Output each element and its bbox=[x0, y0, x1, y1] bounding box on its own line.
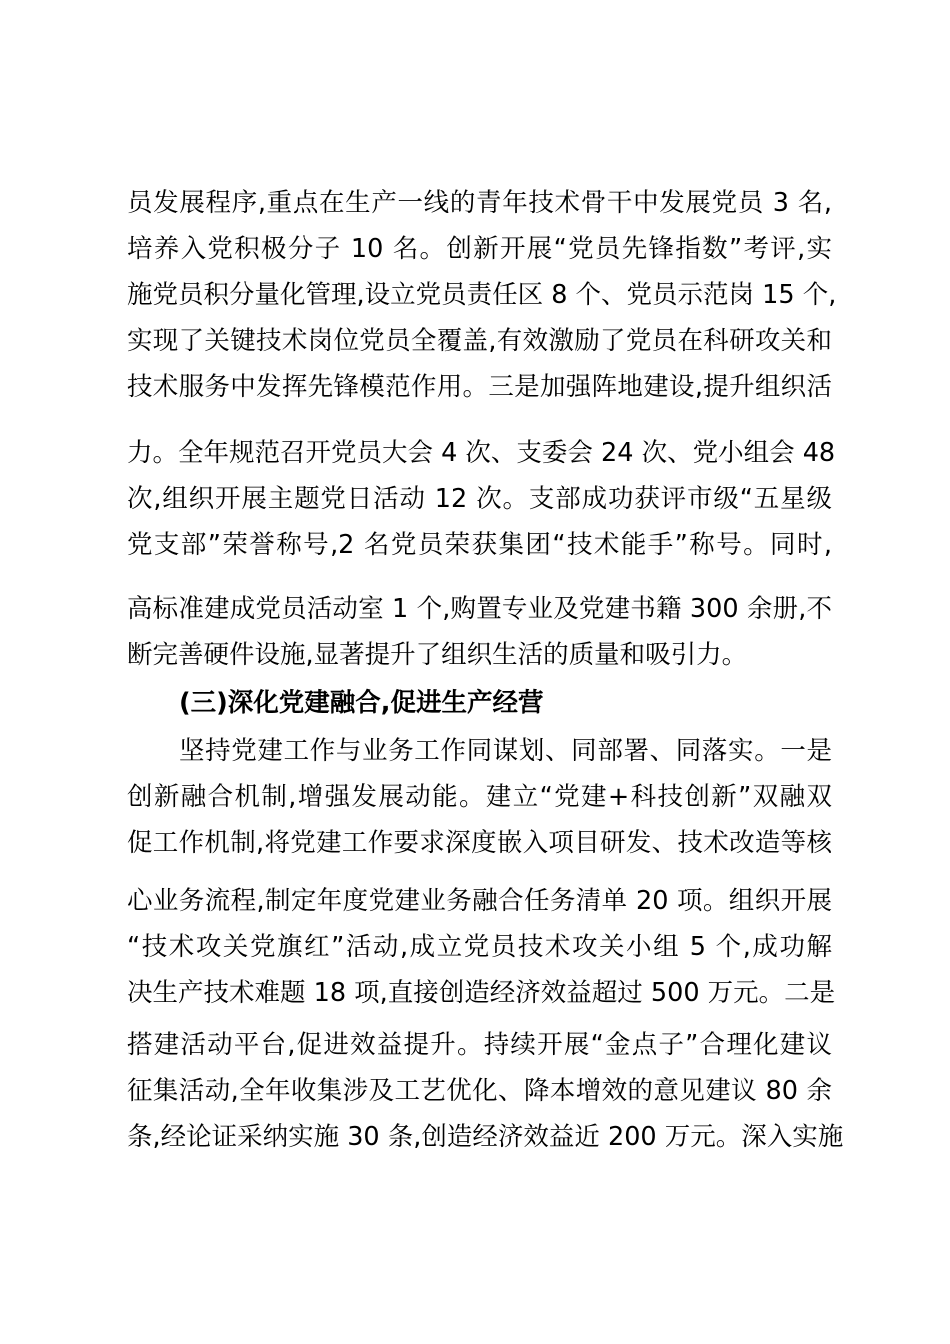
body-text-line: 培养入党积极分子 10 名。创新开展“党员先锋指数”考评,实 bbox=[127, 234, 832, 264]
body-text-line: 断完善硬件设施,显著提升了组织生活的质量和吸引力。 bbox=[127, 640, 748, 670]
body-text-line: 搭建活动平台,促进效益提升。持续开展“金点子”合理化建议 bbox=[127, 1030, 832, 1060]
body-text-line: 促工作机制,将党建工作要求深度嵌入项目研发、技术改造等核 bbox=[127, 828, 832, 858]
body-text-line: “技术攻关党旗红”活动,成立党员技术攻关小组 5 个,成功解 bbox=[127, 932, 832, 962]
body-text-line: 次,组织开展主题党日活动 12 次。支部成功获评市级“五星级 bbox=[127, 484, 832, 514]
body-text-line: 坚持党建工作与业务工作同谋划、同部署、同落实。一是 bbox=[179, 736, 832, 766]
body-text-line: 高标准建成党员活动室 1 个,购置专业及党建书籍 300 余册,不 bbox=[127, 594, 832, 624]
body-text-line: 条,经论证采纳实施 30 条,创造经济效益近 200 万元。深入实施 bbox=[127, 1122, 844, 1152]
body-text-line: 力。全年规范召开党员大会 4 次、支委会 24 次、党小组会 48 bbox=[127, 438, 836, 468]
body-text-line: 党支部”荣誉称号,2 名党员荣获集团“技术能手”称号。同时, bbox=[127, 530, 832, 560]
body-text-line: 决生产技术难题 18 项,直接创造经济效益超过 500 万元。二是 bbox=[127, 978, 836, 1008]
section-heading: (三)深化党建融合,促进生产经营 bbox=[179, 688, 544, 718]
body-text-line: 创新融合机制,增强发展动能。建立“党建+科技创新”双融双 bbox=[127, 782, 832, 812]
body-text-line: 心业务流程,制定年度党建业务融合任务清单 20 项。组织开展 bbox=[127, 886, 832, 916]
body-text-line: 征集活动,全年收集涉及工艺优化、降本增效的意见建议 80 余 bbox=[127, 1076, 832, 1106]
body-text-line: 实现了关键技术岗位党员全覆盖,有效激励了党员在科研攻关和 bbox=[127, 326, 832, 356]
body-text-line: 施党员积分量化管理,设立党员责任区 8 个、党员示范岗 15 个, bbox=[127, 280, 837, 310]
body-text-line: 技术服务中发挥先锋模范作用。三是加强阵地建设,提升组织活 bbox=[127, 372, 832, 402]
body-text-line: 员发展程序,重点在生产一线的青年技术骨干中发展党员 3 名, bbox=[127, 188, 832, 218]
